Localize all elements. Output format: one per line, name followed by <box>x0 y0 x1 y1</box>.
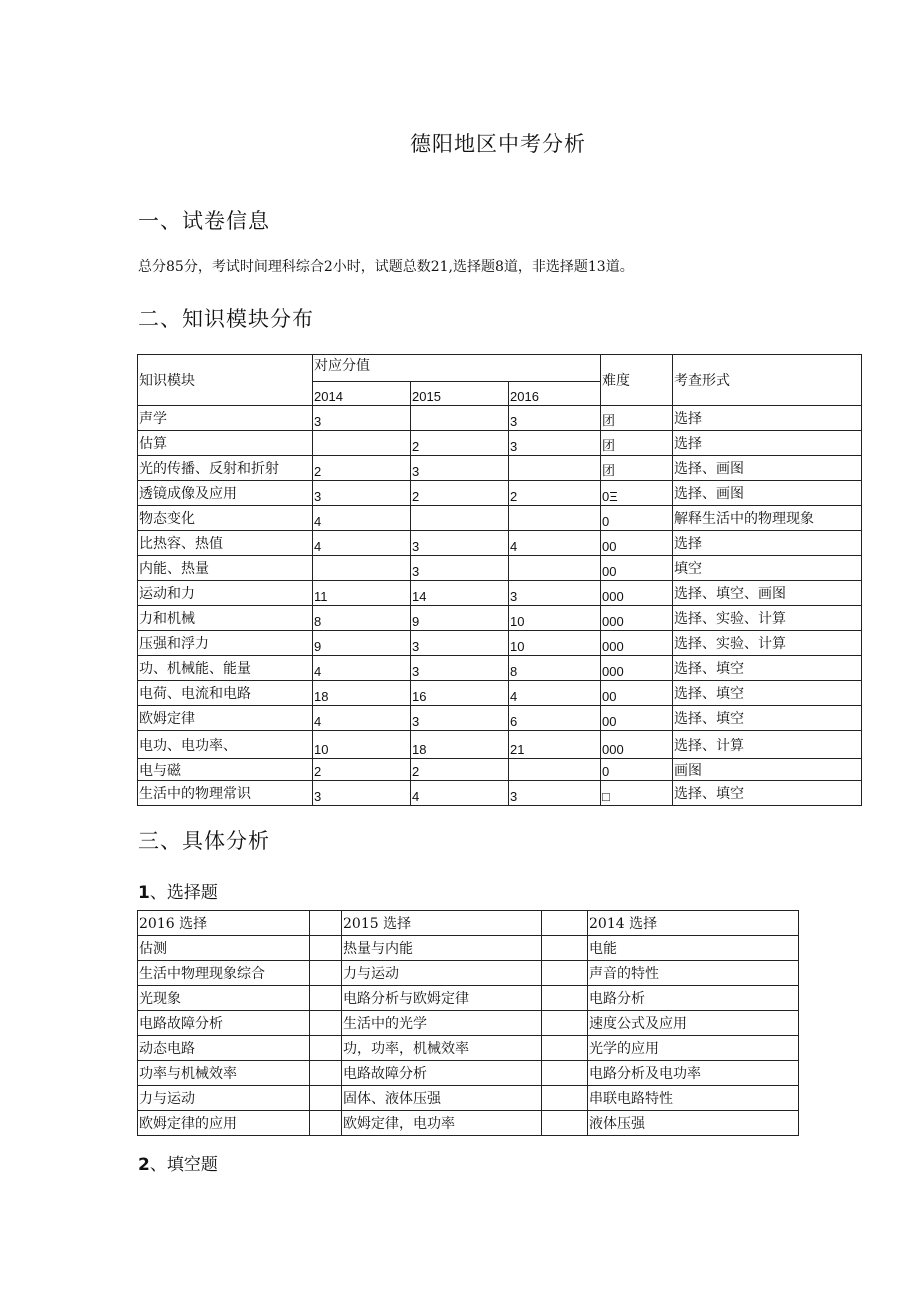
score-2015-cell: 9 <box>411 606 509 631</box>
score-2016-cell: 10 <box>509 631 601 656</box>
exam-form-cell: 选择、实验、计算 <box>673 606 862 631</box>
score-2016-cell <box>509 556 601 581</box>
score-2016-cell: 2 <box>509 481 601 506</box>
header-year-2014: 2014 <box>313 382 411 406</box>
exam-form-cell: 解释生活中的物理现象 <box>673 506 862 531</box>
score-2014-cell: 18 <box>313 681 411 706</box>
topic-2014-cell: 电能 <box>588 936 799 961</box>
difficulty-cell: 0 <box>601 759 673 781</box>
spacer-cell <box>542 911 588 936</box>
difficulty-cell: 0 <box>601 506 673 531</box>
module-row <box>138 531 862 556</box>
module-name-cell: 物态变化 <box>138 506 313 531</box>
difficulty-cell: 000 <box>601 581 673 606</box>
score-2014-cell: 2 <box>313 456 411 481</box>
module-row <box>138 506 862 531</box>
score-2014-cell: 2 <box>313 759 411 781</box>
exam-form-cell: 选择、填空、画图 <box>673 581 862 606</box>
difficulty-cell: 00 <box>601 681 673 706</box>
score-2016-cell: 21 <box>509 731 601 759</box>
exam-form-cell: 填空 <box>673 556 862 581</box>
exam-form-cell: 画图 <box>673 759 862 781</box>
topic-2016-cell: 生活中物理现象综合 <box>138 961 310 986</box>
difficulty-cell: 000 <box>601 656 673 681</box>
score-2015-cell: 3 <box>411 656 509 681</box>
module-row <box>138 406 862 431</box>
topic-2014-cell: 电路分析及电功率 <box>588 1061 799 1086</box>
spacer-cell <box>542 986 588 1011</box>
module-row <box>138 656 862 681</box>
module-row <box>138 631 862 656</box>
score-2014-cell: 4 <box>313 531 411 556</box>
module-row <box>138 431 862 456</box>
score-2015-cell: 3 <box>411 456 509 481</box>
score-2016-cell <box>509 506 601 531</box>
exam-form-cell: 选择 <box>673 406 862 431</box>
score-2016-cell: 10 <box>509 606 601 631</box>
module-row <box>138 781 862 806</box>
module-name-cell: 生活中的物理常识 <box>138 781 313 806</box>
subheading-fill-questions <box>138 1150 218 1175</box>
score-2015-cell: 3 <box>411 556 509 581</box>
score-2015-cell <box>411 406 509 431</box>
score-2015-cell: 2 <box>411 431 509 456</box>
choice-row <box>138 1111 799 1136</box>
difficulty-cell: □ <box>601 781 673 806</box>
difficulty-cell: 00 <box>601 531 673 556</box>
score-2015-cell: 16 <box>411 681 509 706</box>
section-heading-module-distribution: 二、知识模块分布 <box>138 307 314 331</box>
module-name-cell: 电与磁 <box>138 759 313 781</box>
score-2016-cell <box>509 456 601 481</box>
subheading-number: 1 <box>138 883 150 903</box>
difficulty-cell: 00 <box>601 706 673 731</box>
difficulty-cell: 000 <box>601 731 673 759</box>
difficulty-cell: 000 <box>601 606 673 631</box>
topic-2014-cell: 声音的特性 <box>588 961 799 986</box>
module-name-cell: 电荷、电流和电路 <box>138 681 313 706</box>
topic-2015-cell: 功，功率，机械效率 <box>342 1036 542 1061</box>
header-2014-choice: 2014 选择 <box>588 911 799 936</box>
choice-row <box>138 1061 799 1086</box>
module-row <box>138 759 862 781</box>
topic-2014-cell: 电路分析 <box>588 986 799 1011</box>
exam-form-cell: 选择、计算 <box>673 731 862 759</box>
score-2015-cell: 18 <box>411 731 509 759</box>
header-2016-choice: 2016 选择 <box>138 911 310 936</box>
score-2016-cell: 3 <box>509 406 601 431</box>
module-row <box>138 681 862 706</box>
header-year-2015: 2015 <box>411 382 509 406</box>
score-2016-cell: 8 <box>509 656 601 681</box>
difficulty-cell: 00 <box>601 556 673 581</box>
module-name-cell: 光的传播、反射和折射 <box>138 456 313 481</box>
section-heading-detailed-analysis: 三、具体分析 <box>138 829 270 853</box>
subheading-label: 、填空题 <box>149 1155 218 1175</box>
module-name-cell: 力和机械 <box>138 606 313 631</box>
spacer-cell <box>310 1086 342 1111</box>
document-title: 德阳地区中考分析 <box>410 132 586 156</box>
spacer-cell <box>542 1036 588 1061</box>
exam-form-cell: 选择、画图 <box>673 456 862 481</box>
module-name-cell: 内能、热量 <box>138 556 313 581</box>
spacer-cell <box>310 986 342 1011</box>
topic-2014-cell: 串联电路特性 <box>588 1086 799 1111</box>
difficulty-cell: 团 <box>601 406 673 431</box>
spacer-cell <box>542 1111 588 1136</box>
module-name-cell: 欧姆定律 <box>138 706 313 731</box>
module-name-cell: 运动和力 <box>138 581 313 606</box>
module-name-cell: 估算 <box>138 431 313 456</box>
module-distribution-table <box>137 354 862 806</box>
module-row <box>138 731 862 759</box>
choice-row <box>138 936 799 961</box>
choice-row <box>138 986 799 1011</box>
score-2014-cell: 3 <box>313 406 411 431</box>
spacer-cell <box>310 911 342 936</box>
score-2014-cell: 8 <box>313 606 411 631</box>
exam-form-cell: 选择、填空 <box>673 781 862 806</box>
score-2014-cell: 3 <box>313 781 411 806</box>
spacer-cell <box>310 1036 342 1061</box>
module-name-cell: 功、机械能、能量 <box>138 656 313 681</box>
topic-2014-cell: 速度公式及应用 <box>588 1011 799 1036</box>
subheading-choice-questions <box>138 878 218 903</box>
difficulty-cell: 000 <box>601 631 673 656</box>
score-2015-cell: 2 <box>411 759 509 781</box>
score-2014-cell: 9 <box>313 631 411 656</box>
header-difficulty: 难度 <box>601 355 673 406</box>
spacer-cell <box>310 1111 342 1136</box>
header-module: 知识模块 <box>138 355 313 406</box>
module-row <box>138 606 862 631</box>
module-row <box>138 581 862 606</box>
topic-2015-cell: 电路分析与欧姆定律 <box>342 986 542 1011</box>
module-name-cell: 比热容、热值 <box>138 531 313 556</box>
choice-row <box>138 1011 799 1036</box>
topic-2015-cell: 固体、液体压强 <box>342 1086 542 1111</box>
module-row <box>138 481 862 506</box>
score-2015-cell: 14 <box>411 581 509 606</box>
choice-row <box>138 961 799 986</box>
score-2015-cell: 3 <box>411 706 509 731</box>
score-2016-cell: 3 <box>509 581 601 606</box>
spacer-cell <box>542 961 588 986</box>
spacer-cell <box>542 1011 588 1036</box>
spacer-cell <box>310 936 342 961</box>
module-row <box>138 556 862 581</box>
topic-2016-cell: 动态电路 <box>138 1036 310 1061</box>
score-2015-cell <box>411 506 509 531</box>
topic-2016-cell: 功率与机械效率 <box>138 1061 310 1086</box>
difficulty-cell: 0Ξ <box>601 481 673 506</box>
topic-2014-cell: 液体压强 <box>588 1111 799 1136</box>
topic-2015-cell: 电路故障分析 <box>342 1061 542 1086</box>
difficulty-cell: 团 <box>601 431 673 456</box>
module-name-cell: 透镜成像及应用 <box>138 481 313 506</box>
score-2014-cell <box>313 556 411 581</box>
topic-2016-cell: 力与运动 <box>138 1086 310 1111</box>
exam-form-cell: 选择、填空 <box>673 706 862 731</box>
score-2016-cell <box>509 759 601 781</box>
score-2015-cell: 3 <box>411 531 509 556</box>
score-2015-cell: 4 <box>411 781 509 806</box>
exam-form-cell: 选择、填空 <box>673 681 862 706</box>
topic-2015-cell: 欧姆定律，电功率 <box>342 1111 542 1136</box>
module-row <box>138 456 862 481</box>
topic-2016-cell: 光现象 <box>138 986 310 1011</box>
topic-2015-cell: 力与运动 <box>342 961 542 986</box>
spacer-cell <box>310 1061 342 1086</box>
score-2016-cell: 4 <box>509 531 601 556</box>
score-2016-cell: 4 <box>509 681 601 706</box>
spacer-cell <box>542 1061 588 1086</box>
spacer-cell <box>542 1086 588 1111</box>
exam-form-cell: 选择 <box>673 531 862 556</box>
score-2016-cell: 6 <box>509 706 601 731</box>
exam-info-paragraph: 总分85分，考试时间理科综合2小时，试题总数21,选择题8道，非选择题13道。 <box>138 259 634 275</box>
difficulty-cell: 团 <box>601 456 673 481</box>
topic-2016-cell: 欧姆定律的应用 <box>138 1111 310 1136</box>
module-row <box>138 706 862 731</box>
topic-2015-cell: 热量与内能 <box>342 936 542 961</box>
header-year-2016: 2016 <box>509 382 601 406</box>
score-2015-cell: 2 <box>411 481 509 506</box>
score-2014-cell: 4 <box>313 506 411 531</box>
choice-row <box>138 1036 799 1061</box>
score-2014-cell: 3 <box>313 481 411 506</box>
exam-form-cell: 选择、实验、计算 <box>673 631 862 656</box>
header-form: 考查形式 <box>673 355 862 406</box>
score-2014-cell: 11 <box>313 581 411 606</box>
score-2015-cell: 3 <box>411 631 509 656</box>
score-2016-cell: 3 <box>509 431 601 456</box>
score-2014-cell <box>313 431 411 456</box>
topic-2015-cell: 生活中的光学 <box>342 1011 542 1036</box>
subheading-number: 2 <box>138 1155 150 1175</box>
spacer-cell <box>310 1011 342 1036</box>
module-name-cell: 声学 <box>138 406 313 431</box>
score-2016-cell: 3 <box>509 781 601 806</box>
exam-form-cell: 选择 <box>673 431 862 456</box>
header-score: 对应分值 <box>313 355 601 382</box>
choice-row <box>138 1086 799 1111</box>
header-2015-choice: 2015 选择 <box>342 911 542 936</box>
exam-form-cell: 选择、画图 <box>673 481 862 506</box>
topic-2014-cell: 光学的应用 <box>588 1036 799 1061</box>
spacer-cell <box>310 961 342 986</box>
section-heading-exam-info: 一、试卷信息 <box>138 209 270 233</box>
topic-2016-cell: 电路故障分析 <box>138 1011 310 1036</box>
score-2014-cell: 10 <box>313 731 411 759</box>
subheading-label: 、选择题 <box>149 883 218 903</box>
exam-form-cell: 选择、填空 <box>673 656 862 681</box>
spacer-cell <box>542 936 588 961</box>
score-2014-cell: 4 <box>313 656 411 681</box>
module-name-cell: 压强和浮力 <box>138 631 313 656</box>
choice-question-table <box>137 910 799 1136</box>
score-2014-cell: 4 <box>313 706 411 731</box>
module-name-cell: 电功、电功率、 <box>138 731 313 759</box>
topic-2016-cell: 估测 <box>138 936 310 961</box>
